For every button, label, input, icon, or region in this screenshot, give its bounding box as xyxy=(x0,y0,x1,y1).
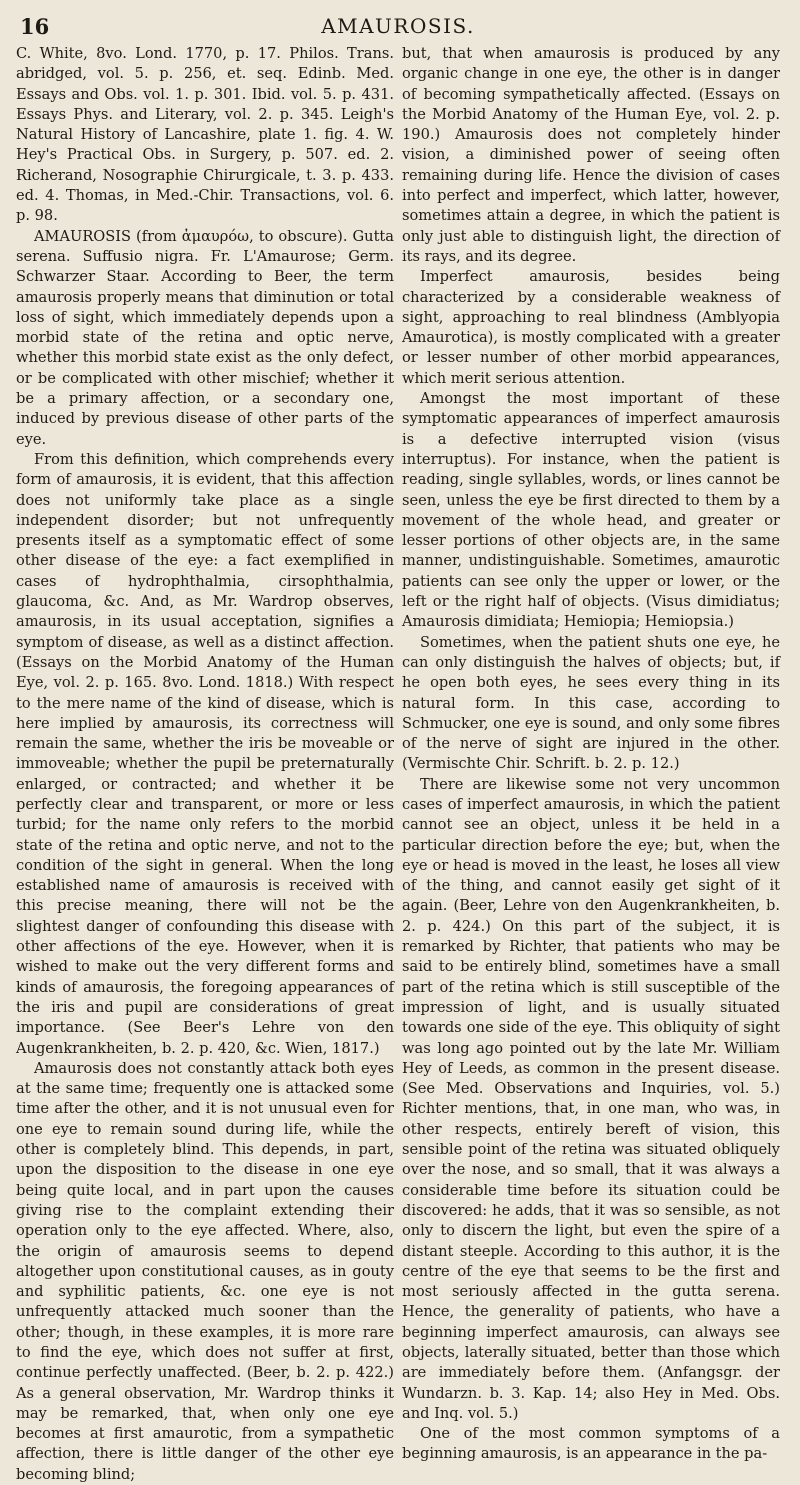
paragraph: C. White, 8vo. Lond. 1770, p. 17. Philos. Trans. abridged, vol. 5. p. 256, et. seq. Edinb. Med. Essays and Obs. vol. 1. p. 301. Ibid. vol. 5. p. 431. Essays Phys. and Literary, vol. 2. p. 345. Leigh's Natural History of Lancashire, plate 1. fig. 4. W. Hey's Practical Obs. in Surgery, p. 507. ed. 2. Richerand, Nosographie Chirurgicale, t. 3. p. 433. ed. 4. Thomas, in Med.-Chir. Transactions, vol. 6. p. 98. xyxy=(16,45,394,225)
paragraph: One of the most common symptoms of a beginning amaurosis, is an appearance in the pa- xyxy=(402,1425,780,1463)
paragraph: There are likewise some not very uncommon cases of imperfect amaurosis, in which the patient cannot see an object, unless it be held in a particular direction before the eye; but, when the eye or head is moved in the least, he loses all view of the thing, and cannot easily get sight of it again. (Beer, Lehre von den Augenkrankheiten, b. 2. p. 424.) On this part of the subject, it is remarked by Richter, that patients who may be said to be entirely blind, sometimes have a small part of the retina which is still susceptible of the impression of light, and is usually situated towards one side of the eye. This obliquity of sight was long ago pointed out by the late Mr. William Hey of Leeds, as common in the present disease. (See Med. Observations and Inquiries, vol. 5.) Richter mentions, that, in one man, who was, in other respects, entirely bereft of vision, this sensible point of the retina was situated obliquely over the nose, and so small, that it was always a considerable time before its situation could be discovered: he adds, that it was so sensible, as not only to discern the light, but even the spire of a distant steeple. According to this author, it is the centre of the eye that seems to be the first and most seriously affected in the gutta serena. Hence, the generality of patients, who have a beginning imperfect amaurosis, can always see objects, laterally situated, better than those which are immediately before them. (Anfangsgr. der Wundarzn. b. 3. Kap. 14; also Hey in Med. Obs. and Inq. vol. 5.) xyxy=(402,775,780,1422)
paragraph: Sometimes, when the patient shuts one eye, he can only distinguish the halves of objects; but, if he open both eyes, he sees every thing in its natural form. In this case, according to Schmucker, one eye is sound, and only some fibres of the nerve of sight are injured in the other. (Vermischte Chir. Schrift. b. 2. p. 12.) xyxy=(402,633,780,773)
left-column xyxy=(16,44,394,1485)
right-column xyxy=(402,44,780,1485)
paragraph: From this definition, which comprehends every form of amaurosis, it is evident, that this affection does not uniformly take place as a single independent disorder; but not unfrequently presents itself as a symptomatic effect of some other disease of the eye: a fact exemplified in cases of hydrophthalmia, cirsophthalmia, glaucoma, &c. And, as Mr. Wardrop observes, amaurosis, in its usual acceptation, signifies a symptom of disease, as well as a distinct affection. (Essays on the Morbid Anatomy of the Human Eye, vol. 2. p. 165. 8vo. Lond. 1818.) With respect to the mere name of the kind of disease, which is here implied by amaurosis, its correctness will remain the same, whether the iris be moveable or immoveable; whether the pupil be preternaturally enlarged, or contracted; and whether it be perfectly clear and transparent, or more or less turbid; for the name only refers to the morbid state of the retina and optic nerve, and not to the condition of the sight in general. When the long established name of amaurosis is received with this precise meaning, there will not be the slightest danger of confounding this disease with other affections of the eye. However, when it is wished to make out the very different forms and kinds of amaurosis, the foregoing appearances of the iris and pupil are considerations of great importance. (See Beer's Lehre von den Augenkrankheiten, b. 2. p. 420, &c. Wien, 1817.) xyxy=(16,450,394,1057)
paragraph: Amongst the most important of these symptomatic appearances of imperfect amaurosis is a defective interrupted vision (visus interruptus). For instance, when the patient is reading, single syllables, words, or lines cannot be seen, unless the eye be first directed to them by a movement of the whole head, and greater or lesser portions of other objects are, in the same manner, undistinguishable. Sometimes, amaurotic patients can see only the upper or lower, or the left or the right half of objects. (Visus dimidiatus; Amaurosis dimidiata; Hemiopia; Hemiopsia.) xyxy=(402,390,780,631)
paragraph: AMAUROSIS (from ἀμαυρόω, to obscure). Gutta serena. Suffusio nigra. Fr. L'Amaurose; Germ. Schwarzer Staar. According to Beer, the term amaurosis properly means that diminution or total loss of sight, which immediately depends upon a morbid state of the retina and optic nerve, whether this morbid state exist as the only defect, or be complicated with other mischief; whether it be a primary affection, or a secondary one, induced by previous disease of other parts of the eye. xyxy=(16,227,394,448)
running-title: AMAUROSIS. xyxy=(321,14,475,38)
page-header xyxy=(16,14,780,40)
paragraph: Imperfect amaurosis, besides being characterized by a considerable weakness of sight, approaching to real blindness (Amblyopia Amaurotica), is mostly complicated with a greater or lesser number of other morbid appearances, which merit serious attention. xyxy=(402,268,780,387)
page-number: 16 xyxy=(20,14,50,39)
paragraph: but, that when amaurosis is produced by any organic change in one eye, the other is in danger of becoming sympathetically affected. (Essays on the Morbid Anatomy of the Human Eye, vol. 2. p. 190.) Amaurosis does not completely hinder vision, a diminished power of seeing often remaining during life. Hence the division of cases into perfect and imperfect, which latter, however, sometimes attain a degree, in which the patient is only just able to distinguish light, the direction of its rays, and its degree. xyxy=(402,45,780,265)
text-columns xyxy=(16,44,780,1485)
paragraph: Amaurosis does not constantly attack both eyes at the same time; frequently one is attacked some time after the other, and it is not unusual even for one eye to remain sound during life, while the other is completely blind. This depends, in part, upon the disposition to the disease in one eye being quite local, and in part upon the causes giving rise to the complaint extending their operation only to the eye affected. Where, also, the origin of amaurosis seems to depend altogether upon constitutional causes, as in gouty and syphilitic patients, &c. one eye is not unfrequently attacked much sooner than the other; though, in these examples, it is more rare to find the eye, which does not suffer at first, continue perfectly unaffected. (Beer, b. 2. p. 422.) As a general observation, Mr. Wardrop thinks it may be remarked, that, when only one eye becomes at first amaurotic, from a sympathetic affection, there is little danger of the other eye becoming blind; xyxy=(16,1059,394,1483)
